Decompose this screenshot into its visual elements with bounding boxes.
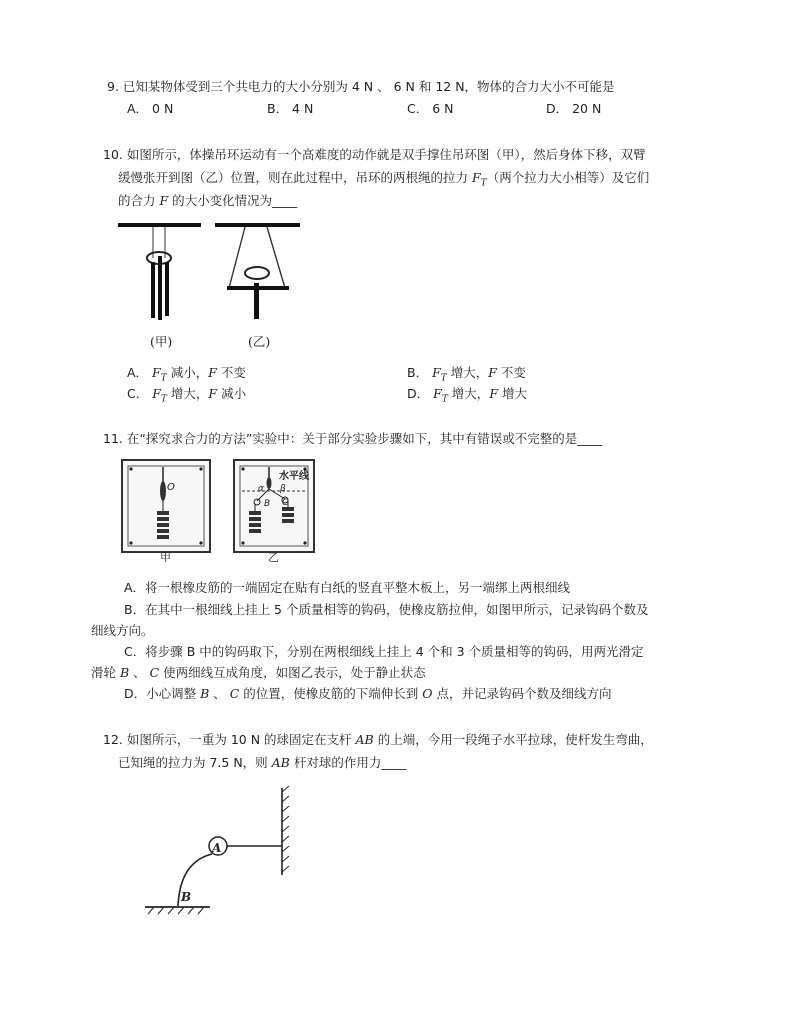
q11-fig-label-jia: 甲 <box>160 551 171 564</box>
q10-stem-line1: 10. 如图所示，体操吊环运动有一个高难度的动作就是双手撑住吊环图（甲），然后身体下移，双臂 <box>103 147 646 162</box>
q12-fig-label-a: A <box>212 841 222 855</box>
q9-option-d: D． 20 N <box>546 101 602 116</box>
q12-stem-line1: 12. 如图所示，一重为 10 N 的球固定在支杆 AB 的上端，今用一段绳子水平拉球，使杆发生弯曲， <box>103 732 653 747</box>
q11-fig-horizontal: 水平线 <box>279 471 309 482</box>
q11-step-a: A．将一根橡皮筋的一端固定在贴有白纸的竖直平整木板上，另一端绑上两根细线 <box>124 580 571 595</box>
q12-stem-line2: 已知绳的拉力为 7.5 N，则 AB 杆对球的作用力____ <box>118 755 407 770</box>
q11-step-b-line1: B．在其中一根细线上挂上 5 个质量相等的钩码，使橡皮筋拉伸，如图甲所示，记录钩码个数及 <box>124 602 649 617</box>
q10-option-a: A． $F_T$ 减小，F 不变 <box>127 365 246 384</box>
q11-fig-o: O <box>167 482 175 493</box>
q10-figure-rings <box>115 220 315 350</box>
q10-stem-line3: 的合力 F 的大小变化情况为____ <box>118 193 298 208</box>
q11-step-c-line1: C．将步骤 B 中的钩码取下，分别在两根细线上挂上 4 个和 3 个质量相等的钩码，用两光滑定 <box>124 644 644 659</box>
q11-fig-c: C <box>282 498 289 508</box>
q11-fig-b: B <box>264 499 271 509</box>
q11-step-b-line2: 细线方向。 <box>91 623 154 638</box>
ft-symbol: $F_T$ <box>471 170 487 189</box>
q10-fig-label-yi: (乙) <box>248 334 271 349</box>
q11-fig-alpha: α <box>258 484 264 494</box>
q11-stem: 11. 在“探究求合力的方法”实验中：关于部分实验步骤如下，其中有错误或不完整的是____ <box>103 431 603 446</box>
q9-option-c: C． 6 N <box>407 101 454 116</box>
q11-step-c-line2: 滑轮 B 、 C 使两细线互成角度，如图乙表示，处于静止状态 <box>91 665 426 680</box>
q10-stem-line2: 缓慢张开到图（乙）位置，则在此过程中，吊环的两根绳的拉力 $F_T$（两个拉力大小相等）及它们 <box>118 170 650 189</box>
q11-step-d: D．小心调整 B 、 C 的位置，使橡皮筋的下端伸长到 O 点，并记录钩码个数及细线方向 <box>124 686 612 701</box>
q10-option-d: D． $F_T$ 增大，F 增大 <box>407 386 527 405</box>
q9-option-b: B． 4 N <box>267 101 314 116</box>
q11-fig-beta: β <box>280 484 286 494</box>
q9-stem: 9. 已知某物体受到三个共电力的大小分别为 4 N 、 6 N 和 12 N，物体的合力大小不可能是 <box>107 79 615 94</box>
q10-option-c: C． $F_T$ 增大，F 减小 <box>127 386 247 405</box>
q12-fig-label-b: B <box>181 890 192 904</box>
q9-option-a: A． 0 N <box>127 101 174 116</box>
q10-fig-label-jia: (甲) <box>150 334 173 349</box>
q10-option-b: B． $F_T$ 增大，F 不变 <box>407 365 526 384</box>
q11-fig-label-yi: 乙 <box>268 551 279 564</box>
